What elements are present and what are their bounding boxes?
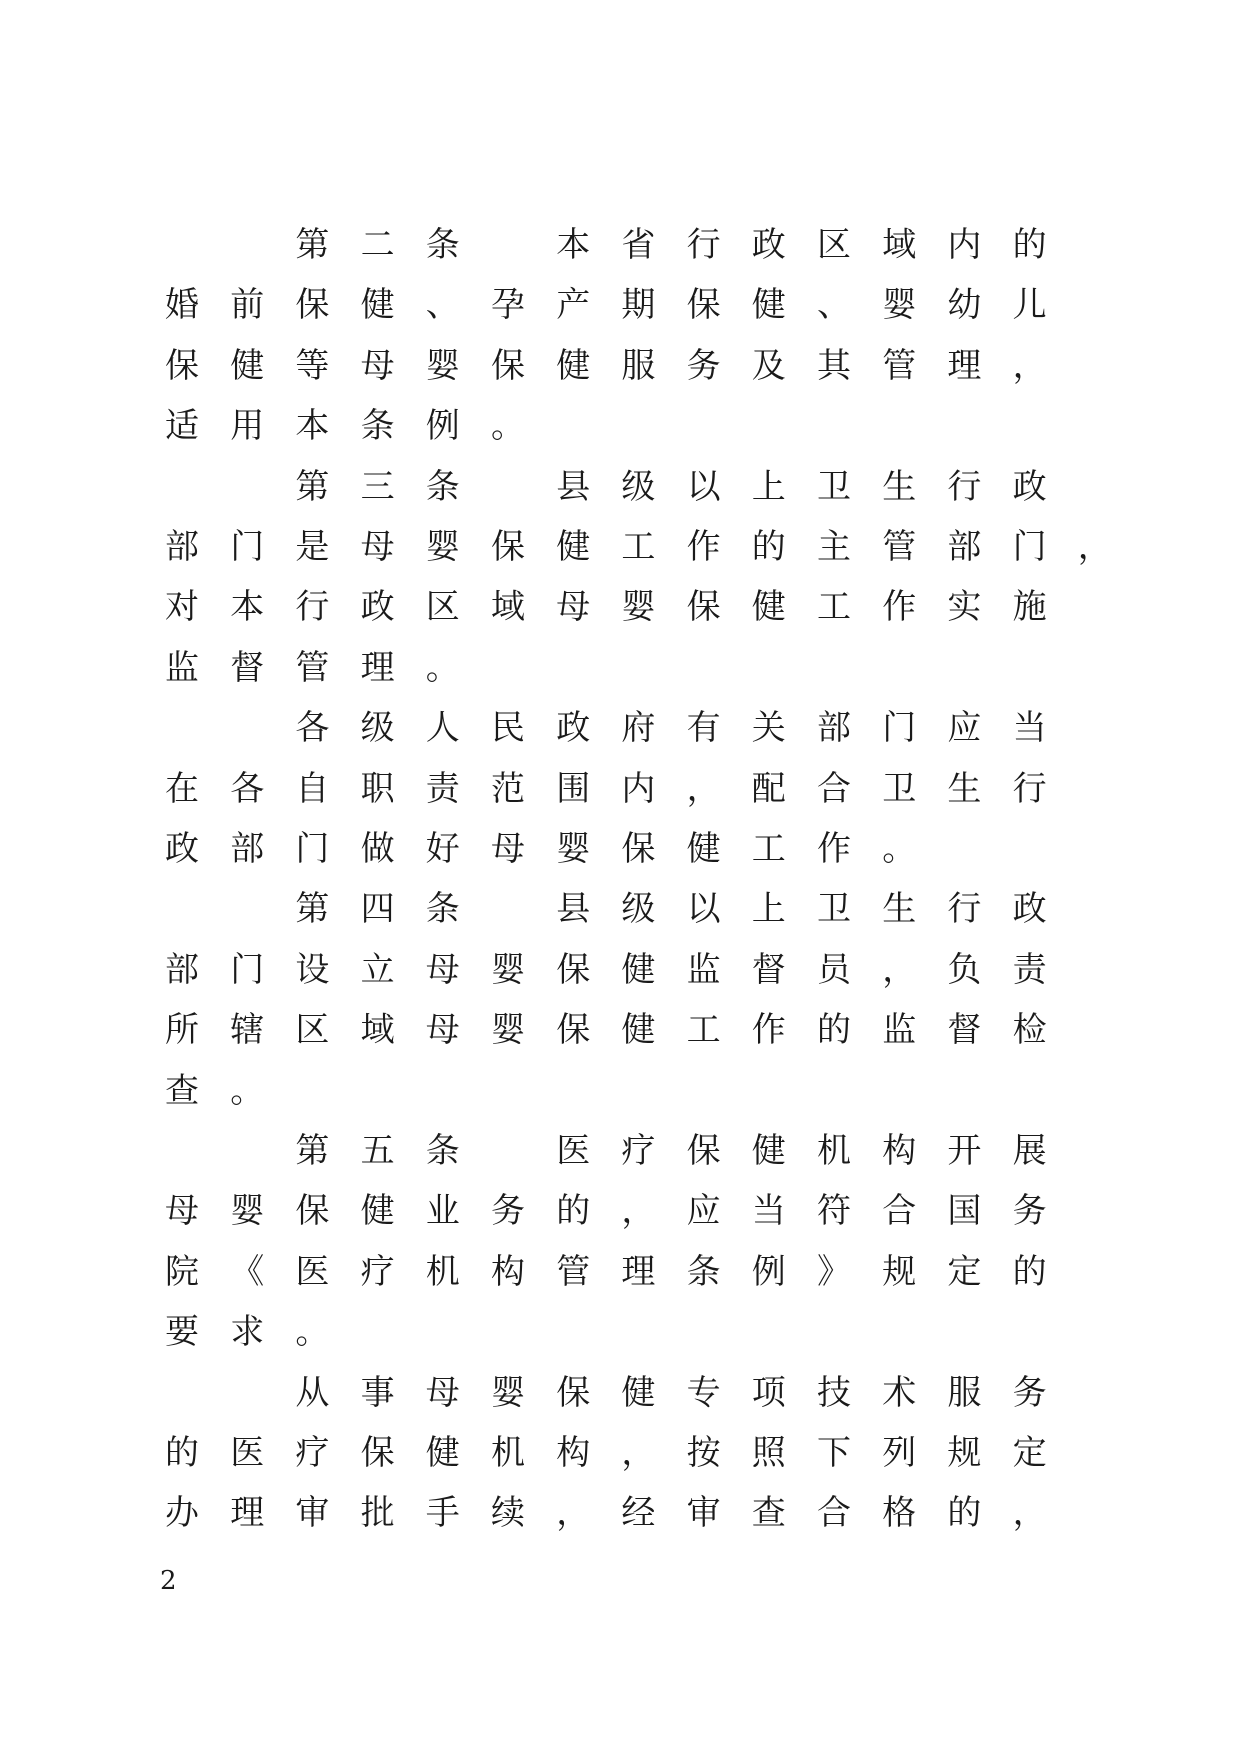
page-number: 2 <box>160 1566 177 1596</box>
document-page: 第 二 条 本 省 行 政 区 域 内 的 婚 前 保 健 、 孕 产 期 保 健 、 婴 幼 儿 保 健 等 母 婴 保 健 服 务 及 其 管 理 ， 适 用 本 条 例 。 第 三 条 县 级 以 上 卫 生 行 政 部 门 是 母 婴 保 健 工 作 的 主 管 部 门 ， 对 本 行 政 区 域 母 婴 保 健 工 作 实 施 监 督 管 理 。 各 级 人 民 政 府 有 关 部 门 应 当 在 各 自 职 责 范 围 内 ， 配 合 卫 生 行 政 部 门 做 好 母 婴 保 健 工 作 。 第 四 条 县 级 以 上 卫 生 行 政 部 门 设 立 母 婴 保 健 监 督 员 ， 负 责 所 辖 区 域 母 婴 保 健 工 作 的 监 督 检 查 。 第 五 条 医 疗 保 健 机 构 开 展 母 婴 保 健 业 务 的 ， 应 当 符 合 国 务 院 《 医 疗 机 构 管 理 条 例 》 规 定 的 要 求 。 从 事 母 婴 保 健 专 项 技 术 服 务 的 医 疗 保 健 机 构 ， 按 照 下 列 规 定 办 理 审 批 手 续 ， 经 审 查 合 格 的 ， 2 <box>0 0 1240 1754</box>
